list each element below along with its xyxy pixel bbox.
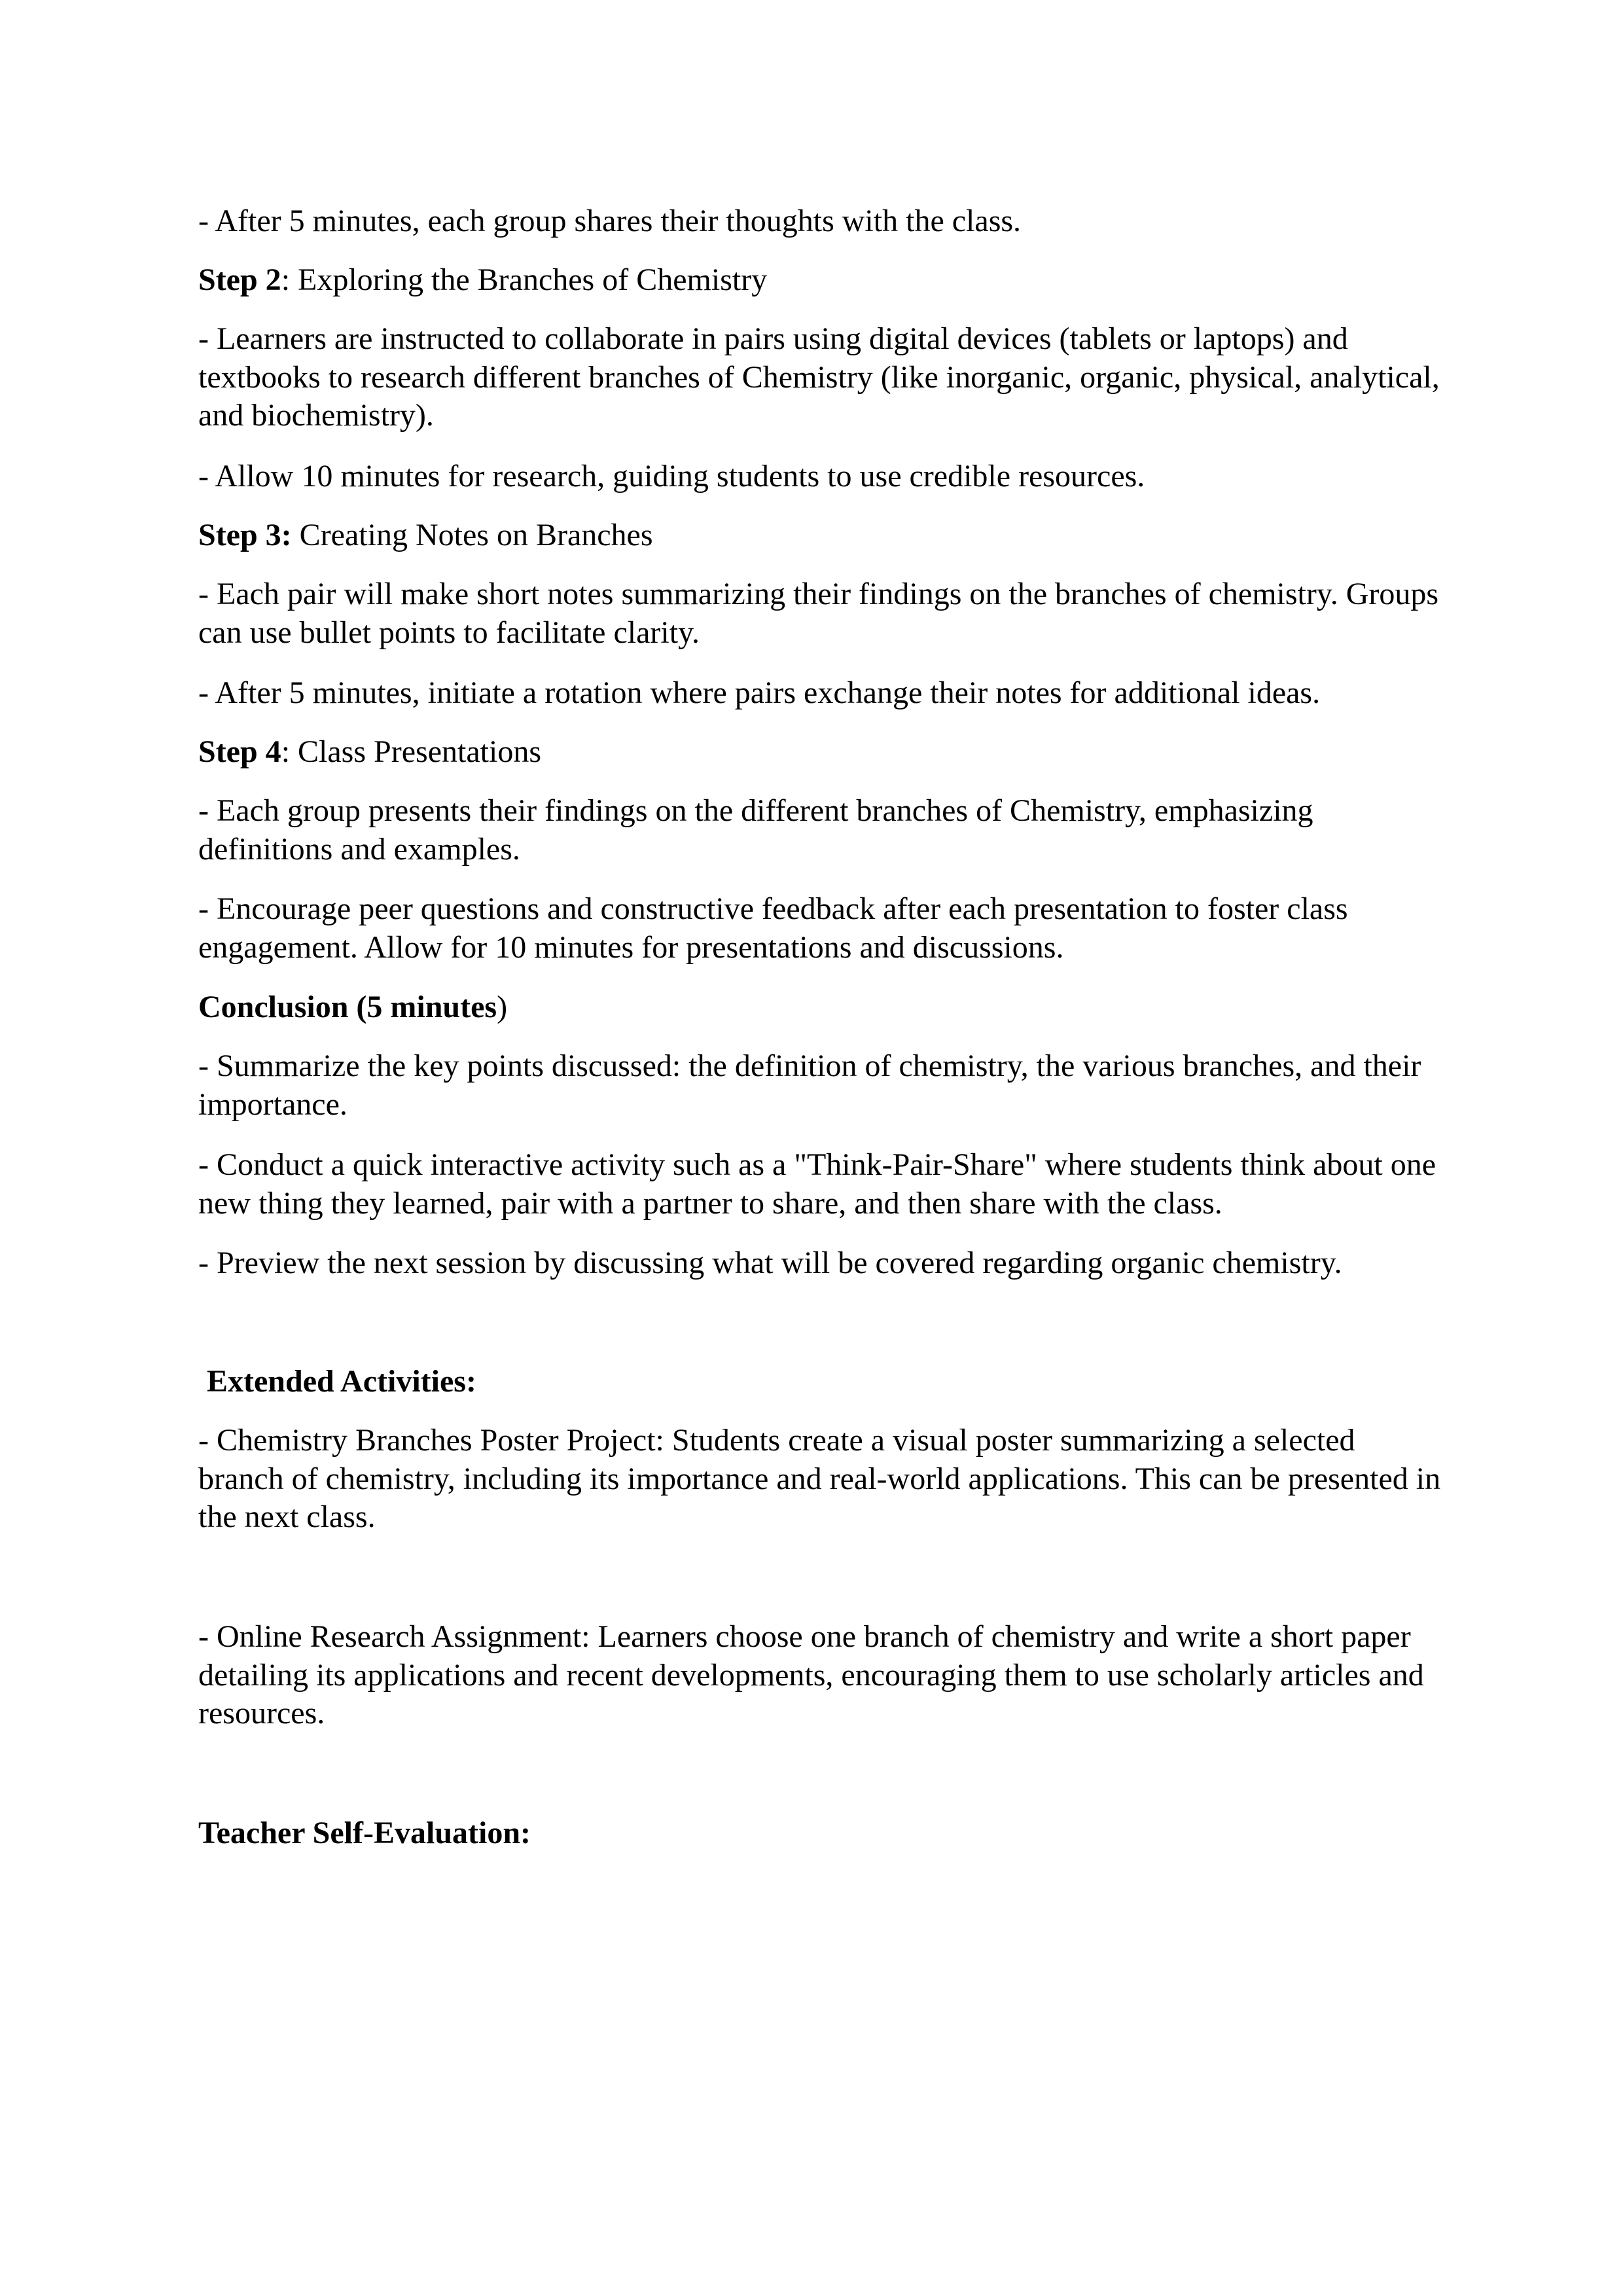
- paragraph-text: - Preview the next session by discussing what will be covered regarding organic chemistry.: [198, 1246, 1342, 1280]
- paragraph-online-research: [198, 1618, 1442, 1733]
- paragraph-rotation: [198, 674, 1442, 713]
- heading-step-2: [198, 261, 1442, 300]
- paragraph-peer-feedback: [198, 890, 1442, 967]
- heading-label: Step 2: [198, 262, 281, 297]
- paragraph-text: - Learners are instructed to collaborate in pairs using digital devices (tablets or laptops) and textbooks to research different branches of Chemistry (like inorganic, organic, physical, analytical, and biochemistry).: [198, 321, 1440, 433]
- paragraph-text: - Each pair will make short notes summarizing their findings on the branches of chemistry. Groups can use bullet points to facilitate clarity.: [198, 577, 1439, 650]
- paragraph-think-pair-share: [198, 1146, 1442, 1223]
- heading-teacher-self-evaluation: [198, 1814, 1442, 1853]
- paragraph-text: - Encourage peer questions and constructive feedback after each presentation to foster class engagement. Allow for 10 minutes for presentations and discussions.: [198, 891, 1348, 965]
- paragraph-group-share: [198, 202, 1442, 241]
- paragraph-allow-research-time: [198, 457, 1442, 496]
- paragraph-summarize: [198, 1047, 1442, 1124]
- paragraph-text: - Each group presents their findings on the different branches of Chemistry, emphasizing definitions and examples.: [198, 793, 1313, 867]
- heading-step-3: [198, 516, 1442, 555]
- heading-extended-activities: [207, 1363, 1450, 1401]
- paragraph-text: - After 5 minutes, initiate a rotation where pairs exchange their notes for additional ideas.: [198, 675, 1321, 710]
- paragraph-text: - Chemistry Branches Poster Project: Students create a visual poster summarizing a selected branch of chemistry, including its importance and real-world applications. This can be presented in the next class.: [198, 1423, 1441, 1534]
- paragraph-preview: [198, 1244, 1442, 1283]
- paragraph-text: - Summarize the key points discussed: the definition of chemistry, the various branches, and their importance.: [198, 1049, 1421, 1122]
- heading-label: Extended Activities:: [207, 1364, 476, 1399]
- paragraph-text: - Conduct a quick interactive activity such as a "Think-Pair-Share" where students think about one new thing they learned, pair with a partner to share, and then share with the class.: [198, 1147, 1436, 1221]
- paragraph-text: - Allow 10 minutes for research, guiding students to use credible resources.: [198, 459, 1145, 493]
- heading-label: Step 4: [198, 734, 281, 769]
- paragraph-poster-project: [198, 1422, 1442, 1537]
- paragraph-pair-notes: [198, 575, 1442, 652]
- heading-label: Teacher Self-Evaluation:: [198, 1816, 531, 1850]
- heading-text: Creating Notes on Branches: [291, 518, 653, 552]
- paragraph-text: - After 5 minutes, each group shares their thoughts with the class.: [198, 204, 1022, 238]
- paragraph-learners-research: [198, 320, 1442, 435]
- heading-text: : Exploring the Branches of Chemistry: [281, 262, 768, 297]
- paragraph-group-presents: [198, 792, 1442, 869]
- heading-conclusion: [198, 988, 1442, 1027]
- paragraph-text: - Online Research Assignment: Learners choose one branch of chemistry and write a short paper detailing its applications and recent developments, encouraging them to use scholarly articles and resources.: [198, 1619, 1424, 1731]
- heading-step-4: [198, 733, 1442, 772]
- heading-label: Conclusion (5 minutes: [198, 990, 497, 1024]
- heading-label: Step 3:: [198, 518, 292, 552]
- heading-text: ): [497, 990, 508, 1024]
- heading-text: : Class Presentations: [281, 734, 541, 769]
